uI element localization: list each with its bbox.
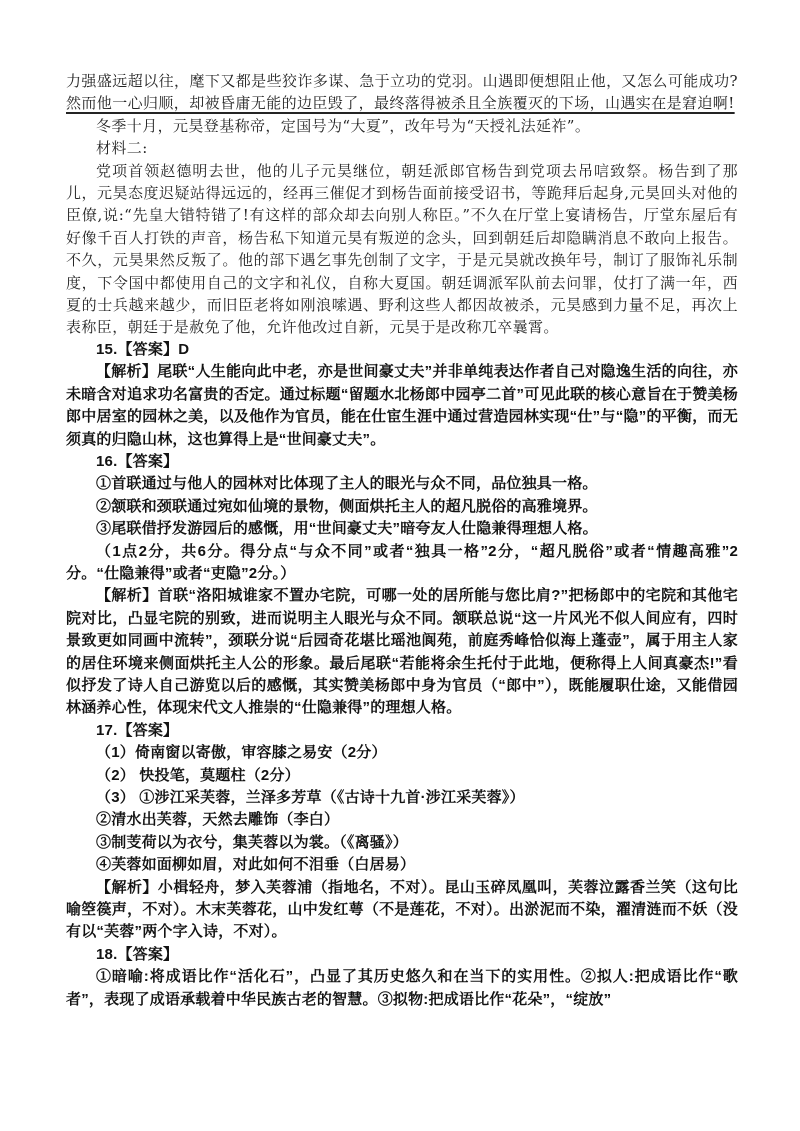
answer-16-point-1: ①首联通过与他人的园林对比体现了主人的眼光与众不同，品位独具一格。 xyxy=(96,475,598,493)
answer-15-heading: 15.【答案】D xyxy=(96,340,190,358)
material-one-closing-paragraph: 冬季十月，元昊登基称帝，定国号为“大夏”，改年号为“天授礼法延祚”。 xyxy=(96,116,591,135)
answer-17-item-3b: ②清水出芙蓉，天然去雕饰（李白） xyxy=(96,811,340,829)
answer-17-analysis: 【解析】小楫轻舟，梦入芙蓉浦（指地名，不对）。昆山玉碎凤凰叫，芙蓉泣露香兰笑（这句比喻箜篌声，不对）。木末芙蓉花，山中发红萼（不是莲花，不对）。出淤泥而不染，濯清涟而不妖（没有以“芙蓉”两个字入诗，不对）。 xyxy=(66,878,738,941)
answer-17-item-3: （3） ①涉江采芙蓉，兰泽多芳草（《古诗十九首·涉江采芙蓉》） xyxy=(96,789,525,806)
answer-17-item-1: （1）倚南窗以寄傲，审容膝之易安（2分） xyxy=(96,744,387,762)
material-one-continued-paragraph xyxy=(66,70,738,115)
answer-17-item-2: （2） 快投笔，莫题柱（2分） xyxy=(96,766,300,784)
material-two-label: 材料二: xyxy=(96,139,148,158)
answer-16-scoring-note: （1点2分，共6分。得分点“与众不同”或者“独具一格”2分，“超凡脱俗”或者“情趣高雅”2分。“仕隐兼得”或者“吏隐”2分。） xyxy=(66,542,738,582)
answer-15-analysis: 【解析】尾联“人生能向此中老，亦是世间豪丈夫”并非单纯表达作者自己对隐逸生活的向往，亦未暗含对追求功名富贵的否定。通过标题“留题水北杨郎中园亭二首”可见此联的核心意旨在于赞美杨郎中居室的园林之美，以及他作为官员，能在仕宦生涯中通过营造园林实现“仕”与“隐”的平衡，而无须真的归隐山林，这也算得上是“世间豪丈夫”。 xyxy=(66,363,738,448)
underlined-commentary-text: 然而他一心归顺，却被昏庸无能的边臣毁了，最终落得被杀且全族覆灭的下场，山遇实在是窘迫啊! xyxy=(66,94,735,113)
answer-18-heading: 18.【答案】 xyxy=(96,945,179,963)
material-two-translation-paragraph: 党项首领赵德明去世，他的儿子元昊继位，朝廷派郎官杨告到党项去吊唁致祭。杨告到了那儿，元昊态度迟疑站得远远的，经再三催促才到杨告面前接受诏书，等跪拜后起身,元昊回头对他的臣僚,说:“先皇大错特错了!有这样的部众却去向别人称臣。”不久在厅堂上宴请杨告，厅堂东屋后有好像千百人打铁的声音，杨告私下知道元昊有叛逆的念头，回到朝廷后却隐瞒消息不敢向上报告。不久，元昊果然反叛了。他的部下遇乞事先创制了文字，于是元昊就改换年号，制订了服饰礼乐制度，下令国中都使用自己的文字和礼仪，自称大夏国。朝廷调派军队前去问罪，仗打了满一年，西夏的士兵越来越少，而旧臣老将如刚浪嗦遇、野利这些人都因故被杀，元昊感到力量不足，再次上表称臣，朝廷于是赦免了他，允许他改过自新，元昊于是改称兀卒曩霄。 xyxy=(66,161,738,337)
answer-17-item-3d: ④芙蓉如面柳如眉，对此如何不泪垂（白居易） xyxy=(96,856,416,874)
answer-17-heading: 17.【答案】 xyxy=(96,721,179,739)
answer-17-item-3c: ③制芰荷以为衣兮，集芙蓉以为裳。（《离骚》） xyxy=(96,833,408,851)
answer-16-analysis: 【解析】首联“洛阳城谁家不置办宅院，可哪一处的居所能与您比肩?”把杨郎中的宅院和其他宅院对比，凸显宅院的别致，进而说明主人眼光与众不同。颔联总说“这一片风光不似人间应有，四时景致更如同画中流转”，颈联分说“后园奇花堪比瑶池阆苑，前庭秀峰恰似海上蓬壶”，属于用主人家的居住环境来侧面烘托主人公的形象。最后尾联“若能将余生托付于此地，便称得上人间真豪杰!”看似抒发了诗人自己游览以后的感慨，其实赞美杨郎中身为官员（“郎中”），既能履职仕途，又能借园林涵养心性，体现宋代文人推崇的“仕隐兼得”的理想人格。 xyxy=(66,587,738,717)
answer-16-heading: 16.【答案】 xyxy=(96,452,179,470)
answer-18-body: ①暗喻:将成语比作“活化石”，凸显了其历史悠久和在当下的实用性。②拟人:把成语比作“歌者”，表现了成语承载着中华民族古老的智慧。③拟物:把成语比作“花朵”，“绽放” xyxy=(66,968,738,1008)
answer-16-point-3: ③尾联借抒发游园后的感慨，用“世间豪丈夫”暗夸友人仕隐兼得理想人格。 xyxy=(96,520,598,538)
answer-16-point-2: ②颔联和颈联通过宛如仙境的景物，侧面烘托主人的超凡脱俗的高雅境界。 xyxy=(96,497,598,515)
material-one-continued-text: 力强盛远超以往，麾下又都是些狡诈多谋、急于立功的党羽。山遇即便想阻止他，又怎么可能成功? xyxy=(66,72,738,90)
